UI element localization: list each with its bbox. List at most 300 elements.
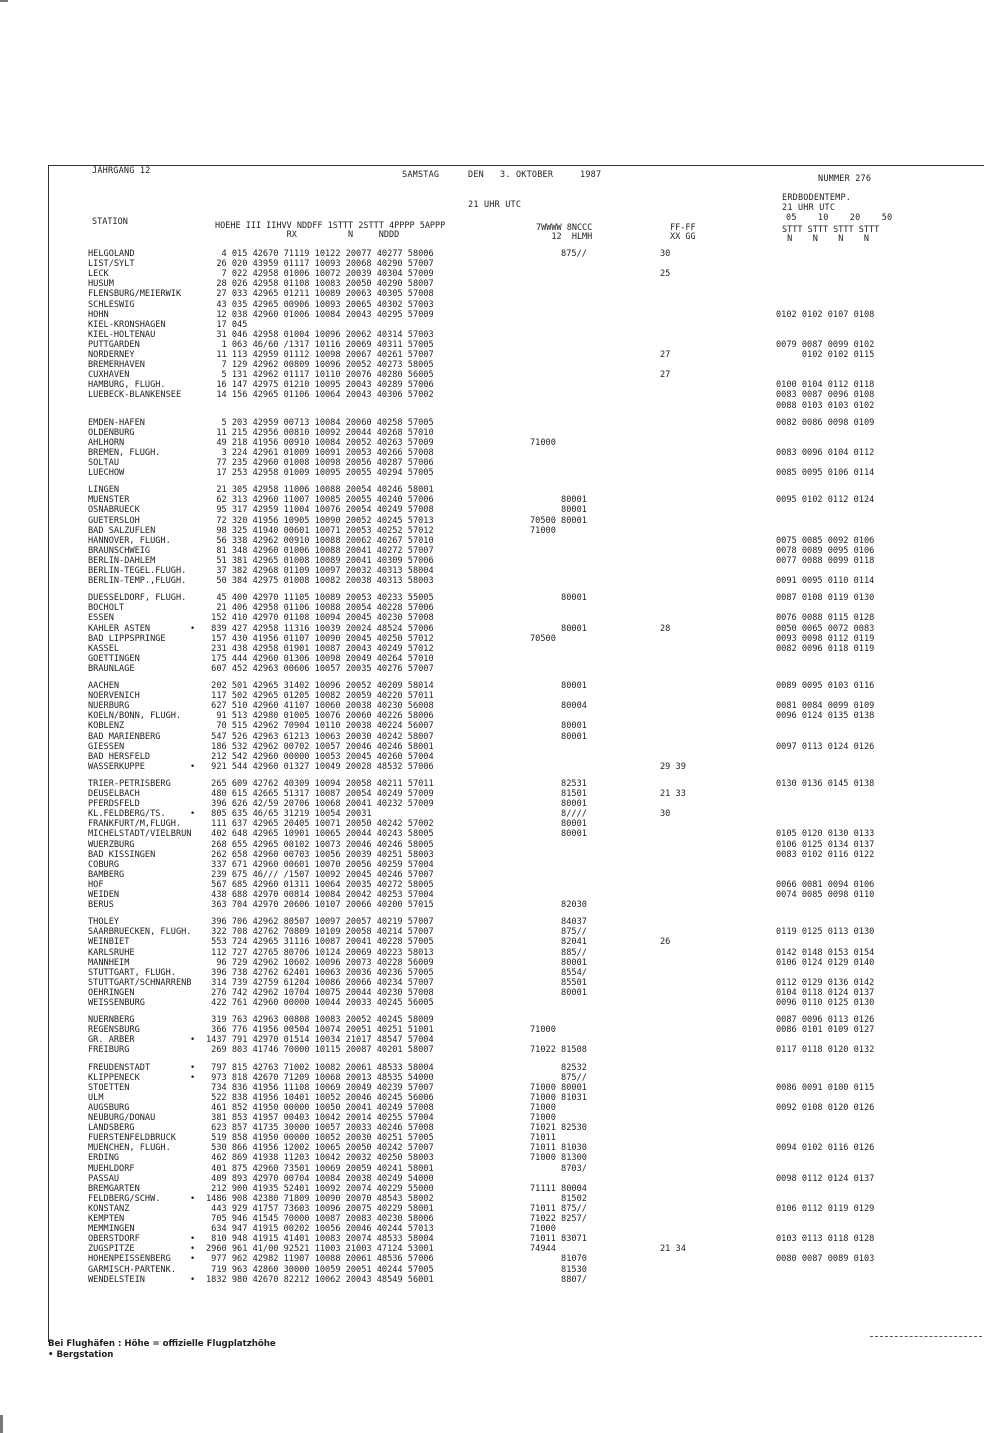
synop-codes: 634 947 41915 00202 10056 20046 40244 57013 bbox=[206, 1224, 434, 1235]
mountain-marker: • bbox=[190, 1193, 196, 1204]
synop-codes: 396 626 42/59 20706 10068 20041 40232 57009 bbox=[206, 799, 434, 810]
synop-codes: 553 724 42965 31116 10087 20041 40228 57005 bbox=[206, 937, 434, 948]
table-row bbox=[0, 917, 1000, 927]
synop-codes: 45 400 42970 11105 10089 20053 40233 55005 bbox=[206, 593, 434, 604]
group7-value: 71022 81508 bbox=[530, 1045, 587, 1056]
station-name: WEISSENBURG bbox=[88, 998, 145, 1008]
soil-temps: 0096 0110 0125 0130 bbox=[776, 998, 875, 1008]
footnote-airports: Bei Flughäfen : Höhe = offizielle Flugplatzhöhe bbox=[48, 1339, 276, 1349]
synop-codes: 96 729 42962 10602 10096 20073 40228 56009 bbox=[206, 957, 434, 968]
soil-temps: 0066 0081 0094 0106 bbox=[776, 879, 875, 890]
station-name: STUTTGART, FLUGH. bbox=[88, 967, 176, 978]
soil-temps: 0081 0084 0099 0109 bbox=[776, 701, 875, 712]
table-row bbox=[0, 1143, 1000, 1153]
synop-codes: 276 742 42962 10704 10075 20044 40230 57008 bbox=[206, 987, 434, 998]
table-row bbox=[0, 819, 1000, 829]
station-name: BREMGARTEN bbox=[88, 1183, 140, 1194]
synop-codes: 186 532 42962 00702 10057 20046 40246 58001 bbox=[206, 741, 434, 752]
station-name: HUSUM bbox=[88, 279, 114, 290]
synop-codes: 519 858 41950 00000 10052 20030 40251 57005 bbox=[206, 1133, 434, 1144]
station-name: HANNOVER, FLUGH. bbox=[88, 535, 171, 546]
group7-value: 71011 bbox=[530, 1133, 556, 1144]
group7-value: 71021 82530 bbox=[530, 1123, 587, 1134]
soil-temps: 0089 0095 0103 0116 bbox=[776, 681, 875, 691]
table-row bbox=[0, 742, 1000, 752]
station-name: KARLSRUHE bbox=[88, 947, 135, 958]
group7-value: 885// bbox=[530, 947, 587, 958]
station-name: ULM bbox=[88, 1092, 104, 1103]
synop-codes: 5 203 42959 00713 10084 20060 40258 57005 bbox=[206, 417, 434, 428]
synop-codes: 607 452 42963 00606 10057 20035 40276 57007 bbox=[206, 663, 434, 674]
station-name: MUENCHEN, FLUGH. bbox=[88, 1143, 171, 1154]
station-name: ESSEN bbox=[88, 613, 114, 624]
station-name: LINGEN bbox=[88, 485, 120, 496]
synop-codes: 77 235 42960 01008 10098 20056 40287 57006 bbox=[206, 458, 434, 468]
table-row bbox=[0, 850, 1000, 860]
station-name: PASSAU bbox=[88, 1173, 120, 1184]
station-name: WUERZBURG bbox=[88, 839, 135, 850]
synop-codes: 70 515 42962 70904 10110 20038 40224 56007 bbox=[206, 721, 434, 732]
station-name: NORDERNEY bbox=[88, 350, 135, 360]
table-row bbox=[0, 1035, 1000, 1045]
table-row bbox=[0, 259, 1000, 269]
soil-temps: 0103 0113 0118 0128 bbox=[776, 1234, 875, 1245]
wind-gust: 30 bbox=[660, 249, 671, 259]
den-label: DEN bbox=[468, 170, 484, 180]
group7-value: 875// bbox=[530, 1072, 587, 1083]
synop-codes: 4 015 42670 71119 10122 20077 40277 58006 bbox=[206, 249, 434, 259]
table-row bbox=[0, 762, 1000, 772]
station-name: KIEL-HOLTENAU bbox=[88, 329, 156, 340]
wind-gust: 25 bbox=[660, 269, 671, 280]
station-name: CUXHAVEN bbox=[88, 370, 130, 381]
synop-codes: 269 803 41746 70000 10115 20087 40201 58007 bbox=[206, 1045, 434, 1056]
table-row bbox=[0, 1275, 1000, 1285]
table-row bbox=[0, 1133, 1000, 1143]
synop-codes: 805 635 46/65 31219 10054 20031 bbox=[206, 809, 372, 820]
table-row bbox=[0, 870, 1000, 880]
table-row bbox=[0, 536, 1000, 546]
table-row bbox=[0, 380, 1000, 390]
synop-codes: 719 963 42860 30000 10059 20051 40244 57005 bbox=[206, 1264, 434, 1275]
table-row bbox=[0, 948, 1000, 958]
table-row bbox=[0, 799, 1000, 809]
synop-codes: 422 761 42960 00000 10044 20033 40245 56005 bbox=[206, 998, 434, 1008]
group7-value: 71000 80001 bbox=[530, 1082, 587, 1093]
synop-codes: 5 131 42962 01117 10110 20076 40280 56005 bbox=[206, 370, 434, 381]
station-name: KOELN/BONN, FLUGH. bbox=[88, 711, 182, 722]
soil-temps: 0050 0065 0072 0083 bbox=[776, 623, 875, 634]
soil-temps: 0106 0112 0119 0129 bbox=[776, 1203, 875, 1214]
table-row bbox=[0, 1073, 1000, 1083]
soil-temp-title: ERDBODENTEMP. bbox=[782, 193, 852, 203]
soil-temps: 0104 0118 0124 0137 bbox=[776, 987, 875, 998]
synop-codes: 16 147 42975 01210 10095 20043 40289 57006 bbox=[206, 380, 434, 391]
synop-codes: 111 637 42965 20405 10071 20050 40242 57002 bbox=[206, 819, 434, 830]
soil-temps: 0102 0102 0115 bbox=[776, 350, 875, 360]
station-name: FREIBURG bbox=[88, 1045, 130, 1056]
station-name: HOHENPEISSENBERG bbox=[88, 1254, 171, 1265]
station-name: KAHLER ASTEN bbox=[88, 623, 151, 634]
synop-codes: 117 502 42965 01205 10082 20059 40220 57011 bbox=[206, 691, 434, 702]
station-name: NEUBURG/DONAU bbox=[88, 1113, 156, 1123]
soil-temps: 0106 0124 0129 0140 bbox=[776, 957, 875, 968]
synop-codes: 62 313 42960 11007 10085 20055 40240 57006 bbox=[206, 495, 434, 506]
synop-codes: 363 704 42970 20606 10107 20066 40200 57015 bbox=[206, 900, 434, 911]
synop-codes: 56 338 42962 00910 10088 20062 40267 57010 bbox=[206, 535, 434, 546]
group7-value: 71000 bbox=[530, 525, 556, 536]
group7-value: 82532 bbox=[530, 1062, 587, 1073]
synop-codes: 265 609 42762 40309 10094 20058 40211 57011 bbox=[206, 778, 434, 789]
synop-codes: 31 046 42958 01004 10096 20062 40314 57003 bbox=[206, 329, 434, 340]
soil-temps: 0106 0125 0134 0137 bbox=[776, 839, 875, 850]
group7-value: 80001 bbox=[530, 681, 587, 691]
station-name: KASSEL bbox=[88, 643, 120, 654]
scan-mark bbox=[0, 1415, 3, 1433]
synop-codes: 810 948 41915 41401 10083 20074 48533 58004 bbox=[206, 1234, 434, 1245]
soil-temps: 0082 0096 0118 0119 bbox=[776, 643, 875, 654]
wind-gust: 21 33 bbox=[660, 789, 686, 799]
synop-codes: 152 410 42970 01108 10094 20045 40230 57008 bbox=[206, 613, 434, 624]
table-row bbox=[0, 998, 1000, 1008]
soil-temps: 0102 0102 0107 0108 bbox=[776, 309, 875, 320]
station-name: NUERBURG bbox=[88, 701, 130, 712]
table-row bbox=[0, 1103, 1000, 1113]
soil-temps: 0086 0101 0109 0127 bbox=[776, 1025, 875, 1036]
table-row bbox=[0, 880, 1000, 890]
table-row bbox=[0, 634, 1000, 644]
table-row bbox=[0, 752, 1000, 762]
station-name: BAD MARIENBERG bbox=[88, 731, 161, 742]
table-row bbox=[0, 978, 1000, 988]
station-name: HAMBURG, FLUGH. bbox=[88, 380, 166, 391]
synop-codes: 480 615 42665 51317 10087 20054 40249 57009 bbox=[206, 789, 434, 799]
station-name: LECK bbox=[88, 269, 109, 280]
soil-temps: 0083 0096 0104 0112 bbox=[776, 447, 875, 458]
group7-value: 81501 bbox=[530, 789, 587, 799]
soil-temps: 0093 0098 0112 0119 bbox=[776, 633, 875, 644]
synop-codes: 705 946 41545 70000 10087 20083 40230 58006 bbox=[206, 1214, 434, 1224]
synop-codes: 2960 961 41/00 92521 11003 21003 47124 53001 bbox=[206, 1244, 434, 1255]
group7-value: 80001 bbox=[530, 829, 587, 840]
station-name: KL.FELDBERG/TS. bbox=[88, 809, 166, 820]
synop-codes: 95 317 42959 11004 10076 20054 40249 57008 bbox=[206, 505, 434, 516]
group7-heading-1: 7WWWW 8NCCC bbox=[536, 223, 593, 233]
soil-temps: 0098 0112 0124 0137 bbox=[776, 1173, 875, 1184]
station-name: ERDING bbox=[88, 1153, 120, 1164]
station-name: MUENSTER bbox=[88, 495, 130, 506]
table-row bbox=[0, 860, 1000, 870]
soil-temps: 0095 0102 0112 0124 bbox=[776, 495, 875, 506]
station-name: LIST/SYLT bbox=[88, 259, 135, 270]
synop-codes: 81 348 42960 01006 10088 20041 40272 57007 bbox=[206, 545, 434, 556]
soil-temps: 0076 0088 0115 0128 bbox=[776, 613, 875, 624]
table-row bbox=[0, 458, 1000, 468]
soil-depths: 05 10 20 50 bbox=[786, 213, 893, 223]
station-name: SCHLESWIG bbox=[88, 299, 135, 310]
station-name: OEHRINGEN bbox=[88, 987, 135, 998]
synop-codes: 27 033 42965 01211 10089 20063 40305 57008 bbox=[206, 289, 434, 300]
synop-codes: 175 444 42960 01306 10098 20049 40264 57010 bbox=[206, 653, 434, 664]
soil-temps: 0083 0087 0096 0108 bbox=[776, 390, 875, 401]
soil-temps: 0079 0087 0099 0102 bbox=[776, 339, 875, 350]
station-name: OLDENBURG bbox=[88, 427, 135, 438]
station-name: BAMBERG bbox=[88, 869, 125, 880]
synop-codes: 366 776 41956 00504 10074 20051 40251 51001 bbox=[206, 1025, 434, 1036]
group7-value: 82030 bbox=[530, 900, 587, 911]
table-row bbox=[0, 1153, 1000, 1163]
synop-codes: 314 739 42759 61204 10086 20066 40234 57007 bbox=[206, 977, 434, 988]
synop-codes: 567 685 42960 01311 10064 20035 40272 58005 bbox=[206, 879, 434, 890]
group7-value: 80001 bbox=[530, 799, 587, 810]
table-row bbox=[0, 1015, 1000, 1025]
table-row bbox=[0, 428, 1000, 438]
codes-heading-1: HOEHE III IIHVV NDDFF 1STTT 2STTT 4PPPP 5APPP bbox=[215, 221, 446, 231]
group7-value: 81070 bbox=[530, 1254, 587, 1265]
soil-temps: 0117 0118 0120 0132 bbox=[776, 1045, 875, 1056]
table-row bbox=[0, 576, 1000, 586]
table-row bbox=[0, 505, 1000, 515]
synop-codes: 839 427 42958 11316 10039 20024 48524 57006 bbox=[206, 623, 434, 634]
group7-value: 70500 80001 bbox=[530, 515, 587, 526]
station-name: LUEBECK-BLANKENSEE bbox=[88, 390, 182, 401]
station-name: WEIDEN bbox=[88, 890, 120, 900]
report-time: 21 UHR UTC bbox=[468, 200, 522, 210]
station-name: BAD LIPPSPRINGE bbox=[88, 633, 166, 644]
station-name: LANDSBERG bbox=[88, 1123, 135, 1134]
synop-codes: 977 962 42982 11907 10088 20061 48536 57006 bbox=[206, 1254, 434, 1265]
station-name: GOETTINGEN bbox=[88, 653, 140, 664]
synop-codes: 98 325 41940 00601 10071 20053 40252 57012 bbox=[206, 525, 434, 536]
mountain-marker: • bbox=[190, 809, 196, 820]
mountain-marker: • bbox=[190, 761, 196, 772]
soil-temps: 0083 0102 0116 0122 bbox=[776, 849, 875, 860]
table-row bbox=[0, 664, 1000, 674]
mountain-marker: • bbox=[190, 1244, 196, 1255]
table-row bbox=[0, 289, 1000, 299]
synop-codes: 262 658 42960 00703 10056 20039 40251 58003 bbox=[206, 849, 434, 860]
synop-codes: 522 838 41956 10401 10052 20046 40245 56006 bbox=[206, 1092, 434, 1103]
station-name: FELDBERG/SCHW. bbox=[88, 1193, 161, 1204]
station-name: BOCHOLT bbox=[88, 603, 125, 614]
station-name: HOHN bbox=[88, 309, 109, 320]
footnote-mountain: • Bergstation bbox=[48, 1350, 114, 1360]
table-row bbox=[0, 1025, 1000, 1035]
table-row bbox=[0, 340, 1000, 350]
table-row bbox=[0, 603, 1000, 613]
synop-codes: 26 020 43959 01117 10093 20068 40290 57007 bbox=[206, 259, 434, 270]
synop-codes: 12 038 42960 01006 10084 20043 40295 57009 bbox=[206, 309, 434, 320]
table-row bbox=[0, 350, 1000, 360]
table-row bbox=[0, 1265, 1000, 1275]
group7-value: 82531 bbox=[530, 778, 587, 789]
table-row bbox=[0, 701, 1000, 711]
station-name: DUESSELDORF, FLUGH. bbox=[88, 593, 187, 604]
mountain-marker: • bbox=[190, 1234, 196, 1245]
table-row bbox=[0, 1164, 1000, 1174]
synop-codes: 157 430 41956 01107 10090 20045 40250 57012 bbox=[206, 633, 434, 644]
synop-codes: 1832 980 42670 82212 10062 20043 48549 56001 bbox=[206, 1274, 434, 1285]
synop-codes: 212 542 42960 00000 10053 20045 40260 57004 bbox=[206, 751, 434, 762]
group7-value: 80001 bbox=[530, 593, 587, 604]
soil-temps: 0096 0124 0135 0138 bbox=[776, 711, 875, 722]
synop-codes: 37 382 42968 01109 10097 20032 40313 58004 bbox=[206, 566, 434, 576]
synop-codes: 530 866 41956 12002 10065 20050 40242 57007 bbox=[206, 1143, 434, 1154]
group7-value: 84037 bbox=[530, 917, 587, 928]
soil-temps: 0142 0148 0153 0154 bbox=[776, 947, 875, 958]
group7-value: 82041 bbox=[530, 937, 587, 948]
table-row bbox=[0, 644, 1000, 654]
table-row bbox=[0, 448, 1000, 458]
wind-gust: 26 bbox=[660, 937, 671, 948]
synop-codes: 627 510 42960 41107 10060 20038 40230 56008 bbox=[206, 701, 434, 712]
soil-heading-1: STTT STTT STTT STTT bbox=[782, 225, 880, 235]
group7-value: 80001 bbox=[530, 987, 587, 998]
station-name: PUTTGARDEN bbox=[88, 339, 140, 350]
synop-codes: 443 929 41757 73603 10096 20075 40229 58001 bbox=[206, 1203, 434, 1214]
soil-temps: 0119 0125 0113 0130 bbox=[776, 927, 875, 938]
wind-heading-1: FF-FF bbox=[670, 223, 696, 233]
station-name: BRAUNSCHWEIG bbox=[88, 545, 151, 556]
table-row bbox=[0, 809, 1000, 819]
synop-codes: 7 129 42962 00809 10096 20052 40273 58005 bbox=[206, 360, 434, 371]
table-row bbox=[0, 1113, 1000, 1123]
group7-value: 71011 81030 bbox=[530, 1143, 587, 1154]
mountain-marker: • bbox=[190, 1274, 196, 1285]
station-name: AHLHORN bbox=[88, 437, 125, 448]
station-name: ZUGSPITZE bbox=[88, 1244, 135, 1255]
soil-temp-time: 21 UHR UTC bbox=[782, 203, 836, 213]
synop-codes: 623 857 41735 30000 10057 20033 40246 57008 bbox=[206, 1123, 434, 1134]
group7-value: 71022 8257/ bbox=[530, 1214, 587, 1224]
synop-codes: 381 853 41957 00403 10042 20014 40255 57004 bbox=[206, 1113, 434, 1123]
group7-value: 80001 bbox=[530, 495, 587, 506]
synop-codes: 319 763 42963 00808 10083 20052 40245 58009 bbox=[206, 1015, 434, 1026]
table-row bbox=[0, 593, 1000, 603]
synop-codes: 396 706 42962 80507 10097 20057 40219 57007 bbox=[206, 917, 434, 928]
group7-value: 80001 bbox=[530, 819, 587, 830]
synop-codes: 438 688 42970 00814 10084 20042 40253 57004 bbox=[206, 890, 434, 900]
group7-value: 80001 bbox=[530, 957, 587, 968]
soil-temps: 0087 0096 0113 0126 bbox=[776, 1015, 875, 1026]
table-row bbox=[0, 613, 1000, 623]
soil-temps: 0080 0087 0089 0103 bbox=[776, 1254, 875, 1265]
table-row bbox=[0, 249, 1000, 259]
group7-value: 81502 bbox=[530, 1193, 587, 1204]
soil-temps: 0091 0095 0110 0114 bbox=[776, 576, 875, 587]
synop-codes: 547 526 42963 61213 10063 20030 40242 58007 bbox=[206, 731, 434, 742]
table-row bbox=[0, 681, 1000, 691]
synop-codes: 921 544 42960 01327 10049 20028 48532 57006 bbox=[206, 761, 434, 772]
soil-temps: 0074 0085 0098 0110 bbox=[776, 890, 875, 900]
table-row bbox=[0, 1244, 1000, 1254]
table-row bbox=[0, 279, 1000, 289]
station-name: REGENSBURG bbox=[88, 1025, 140, 1036]
station-name: NOERVENICH bbox=[88, 691, 140, 702]
station-name: BREMEN, FLUGH. bbox=[88, 447, 161, 458]
station-name: OBERSTDORF bbox=[88, 1234, 140, 1245]
table-row bbox=[0, 1083, 1000, 1093]
station-name: THOLEY bbox=[88, 917, 120, 928]
soil-temps: 0082 0086 0098 0109 bbox=[776, 417, 875, 428]
soil-temps: 0092 0108 0120 0126 bbox=[776, 1102, 875, 1113]
group7-value: 80004 bbox=[530, 701, 587, 712]
station-heading: STATION bbox=[92, 217, 128, 227]
station-name: KEMPTEN bbox=[88, 1214, 125, 1224]
table-row bbox=[0, 1123, 1000, 1133]
table-row bbox=[0, 526, 1000, 536]
soil-temps: 0085 0095 0106 0114 bbox=[776, 468, 875, 479]
station-name: BREMERHAVEN bbox=[88, 360, 145, 371]
station-name: BAD SALZUFLEN bbox=[88, 525, 156, 536]
station-name: GIESSEN bbox=[88, 741, 125, 752]
group7-value: 80001 bbox=[530, 721, 587, 732]
wind-gust: 27 bbox=[660, 370, 671, 381]
table-row bbox=[0, 691, 1000, 701]
codes-heading-2: RX N NDDD bbox=[215, 230, 400, 240]
table-row bbox=[0, 937, 1000, 947]
wind-gust: 28 bbox=[660, 623, 671, 634]
table-row bbox=[0, 711, 1000, 721]
station-name: KIEL-KRONSHAGEN bbox=[88, 319, 166, 330]
table-row bbox=[0, 370, 1000, 380]
synop-codes: 50 384 42975 01008 10082 20038 40313 58003 bbox=[206, 576, 434, 587]
synop-codes: 72 320 41956 10905 10090 20052 40245 57013 bbox=[206, 515, 434, 526]
station-name: KONSTANZ bbox=[88, 1203, 130, 1214]
group7-value: 71000 bbox=[530, 437, 556, 448]
soil-temps: 0075 0085 0092 0106 bbox=[776, 535, 875, 546]
table-row bbox=[0, 900, 1000, 910]
synop-codes: 7 022 42958 01006 10072 20039 40304 57009 bbox=[206, 269, 434, 280]
station-name: BERLIN-TEGEL.FLUGH. bbox=[88, 566, 187, 576]
group7-value: 80001 bbox=[530, 505, 587, 516]
table-row bbox=[0, 468, 1000, 478]
scan-mark bbox=[0, 0, 8, 2]
synop-codes: 396 738 42762 62401 10063 20036 40236 57005 bbox=[206, 967, 434, 978]
table-row bbox=[0, 310, 1000, 320]
table-row bbox=[0, 1174, 1000, 1184]
station-name: KLIPPENECK bbox=[88, 1072, 140, 1083]
table-row bbox=[0, 721, 1000, 731]
group7-value: 875// bbox=[530, 927, 587, 938]
table-row bbox=[0, 1194, 1000, 1204]
synop-codes: 91 513 42980 01005 10076 20060 40226 58006 bbox=[206, 711, 434, 722]
station-name: HOF bbox=[88, 879, 104, 890]
group7-value: 71000 bbox=[530, 1113, 556, 1123]
table-row bbox=[0, 789, 1000, 799]
synop-codes: 17 045 bbox=[206, 319, 248, 330]
synop-codes: 402 648 42965 10901 10065 20044 40243 58005 bbox=[206, 829, 434, 840]
station-name: BRAUNLAGE bbox=[88, 663, 135, 674]
group7-value: 80001 bbox=[530, 731, 587, 742]
station-name: OSNABRUECK bbox=[88, 505, 140, 516]
station-name: GARMISCH-PARTENK. bbox=[88, 1264, 176, 1275]
station-name: FRANKFURT/M,FLUGH. bbox=[88, 819, 182, 830]
station-name: COBURG bbox=[88, 859, 120, 870]
station-name: KOBLENZ bbox=[88, 721, 125, 732]
wind-gust: 21 34 bbox=[660, 1244, 686, 1255]
table-row bbox=[0, 988, 1000, 998]
table-row bbox=[0, 495, 1000, 505]
table-row bbox=[0, 418, 1000, 428]
station-name: FLENSBURG/MEIERWIK bbox=[88, 289, 182, 300]
wind-gust: 29 39 bbox=[660, 761, 686, 772]
station-name: STOETTEN bbox=[88, 1082, 130, 1093]
station-name: NUERNBERG bbox=[88, 1015, 135, 1026]
synop-codes: 17 253 42958 01009 10095 20055 40294 57005 bbox=[206, 468, 434, 479]
table-row bbox=[0, 654, 1000, 664]
synop-codes: 11 215 42956 00810 10092 20044 40268 57010 bbox=[206, 427, 434, 438]
